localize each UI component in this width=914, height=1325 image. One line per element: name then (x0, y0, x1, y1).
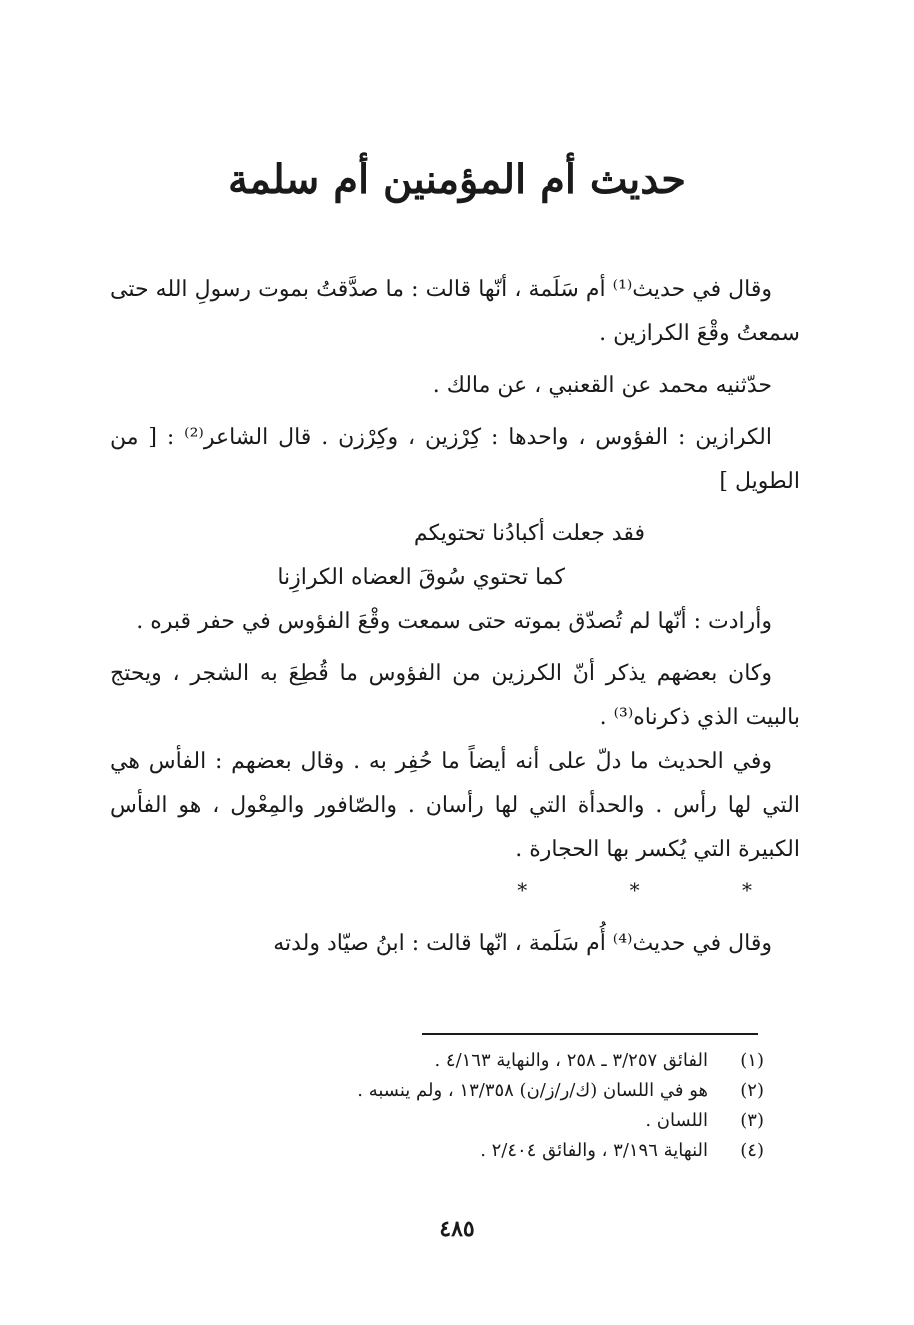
paragraph: وكان بعضهم يذكر أنّ الكرزين من الفؤوس ما قُطِعَ به الشجر ، ويحتج بالبيت الذي ذكرناه⁽³⁾ . (110, 661, 800, 730)
footnote-rule (422, 1033, 758, 1035)
verse-line: كما تحتوي سُوقَ العضاه الكرازِنا (277, 565, 565, 590)
footnote-number: (٢) (740, 1080, 764, 1101)
paragraph: وقال في حديث⁽¹⁾ أم سَلَمة ، أنّها قالت : ما صدَّقتُ بموت رسولِ الله حتى سمعتُ وقْعَ الكرازين . (110, 277, 800, 346)
page-number: ٤٨٥ (439, 1216, 475, 1242)
footnote (204, 1106, 764, 1136)
footnote (204, 1046, 764, 1076)
footnote-text: هو في اللسان (ك/ر/ز/ن) ١٣/٣٥٨ ، ولم ينسبه . (357, 1080, 708, 1101)
footnote-number: (٣) (740, 1110, 764, 1131)
main-text (110, 268, 800, 966)
paragraph: وقال في حديث⁽⁴⁾ أُم سَلَمة ، انّها قالت : ابنُ صيّاد ولدته (273, 931, 772, 956)
section-separator: * * * (517, 878, 800, 902)
footnote (204, 1136, 764, 1166)
paragraph: حدّثنيه محمد عن القعنبي ، عن مالك . (432, 373, 772, 398)
footnote-number: (١) (740, 1050, 764, 1071)
paragraph: وفي الحديث ما دلّ على أنه أيضاً ما حُفِر به . وقال بعضهم : الفأس هي التي لها رأس . والحدأة التي لها رأسان . والصّافور والمِعْول ، هو الفأس الكبيرة التي يُكسر بها الحجارة . (110, 749, 800, 862)
footnote-number: (٤) (740, 1140, 764, 1161)
footnote-text: الفائق ٣/٢٥٧ ـ ٢٥٨ ، والنهاية ٤/١٦٣ . (434, 1050, 708, 1071)
chapter-title: حديث أم المؤمنين أم سلمة (227, 156, 687, 203)
verse-line: فقد جعلت أكبادُنا تحتويكم (413, 521, 645, 546)
footnote (204, 1076, 764, 1106)
footnotes (204, 1046, 764, 1166)
footnote-text: النهاية ٣/١٩٦ ، والفائق ٢/٤٠٤ . (480, 1140, 708, 1161)
footnote-text: اللسان . (645, 1110, 708, 1131)
paragraph: الكرازين : الفؤوس ، واحدها : كِرْزين ، وكِرْزن . قال الشاعر⁽²⁾ : [ من الطويل ] (110, 425, 800, 494)
paragraph: وأرادت : أنّها لم تُصدّق بموته حتى سمعت وقْعَ الفؤوس في حفر قبره . (136, 609, 772, 634)
